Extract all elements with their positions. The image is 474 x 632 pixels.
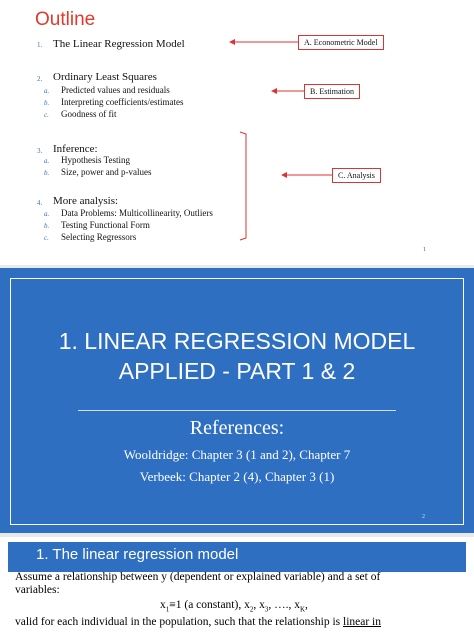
outline-title: Outline [35, 9, 96, 30]
sub-letter: a. [44, 87, 50, 95]
sub-item: Interpreting coefficients/estimates [61, 97, 184, 107]
sub-letter: c. [44, 111, 49, 119]
bracket [240, 132, 246, 240]
outline-item-more-analysis: More analysis: [53, 195, 119, 207]
tag-estimation: B. Estimation [304, 84, 360, 99]
item-number: 3. [37, 147, 43, 155]
slide-frame [10, 278, 464, 525]
item-number: 1. [37, 41, 43, 49]
sub-item: Selecting Regressors [61, 232, 137, 242]
sub-letter: b. [44, 169, 50, 177]
references-heading: References: [189, 417, 285, 439]
sub-letter: a. [44, 157, 50, 165]
body-line: valid for each individual in the population, such that the relationship is linear in [15, 616, 381, 628]
section-title-line2: APPLIED - PART 1 & 2 [118, 358, 356, 384]
slide-title: 1. The linear regression model [36, 546, 239, 563]
section-title [0, 326, 474, 386]
page-number: 1 [423, 247, 426, 253]
sub-item: Testing Functional Form [61, 220, 150, 230]
outline-item-inference: Inference: [53, 143, 98, 155]
divider [78, 410, 396, 411]
regressor-set: $x_1\equiv 1$ (a constant), $x_2$, $x_3$, …., $x_K$, [160, 599, 308, 614]
outline-item-ols: Ordinary Least Squares [53, 71, 157, 83]
reference-wooldridge: Wooldridge: Chapter 3 (1 and 2), Chapter 7 [123, 447, 351, 462]
outline-item-linear-regression-model: The Linear Regression Model [53, 38, 185, 50]
tag-econometric-model: A. Econometric Model [298, 35, 384, 50]
slide-linear-regression-model [0, 537, 474, 632]
body-line: variables: [15, 584, 60, 596]
sub-letter: c. [44, 234, 49, 242]
reference-verbeek: Verbeek: Chapter 2 (4), Chapter 3 (1) [139, 469, 335, 484]
page-number: 2 [422, 514, 425, 520]
section-title-line1: 1. LINEAR REGRESSION MODEL [58, 328, 416, 354]
slide-section-title [0, 268, 474, 533]
sub-letter: a. [44, 210, 50, 218]
sub-letter: b. [44, 99, 50, 107]
sub-item: Predicted values and residuals [61, 85, 170, 95]
sub-item: Data Problems: Multicollinearity, Outliers [61, 208, 213, 218]
sub-item: Goodness of fit [61, 109, 117, 119]
body-line: Assume a relationship between y (dependent or explained variable) and a set of [15, 571, 381, 583]
sub-item: Size, power and p-values [61, 167, 152, 177]
item-number: 4. [37, 199, 43, 207]
item-number: 2. [37, 75, 43, 83]
slide-outline [0, 0, 474, 265]
tag-analysis: C. Analysis [332, 168, 381, 183]
sub-letter: b. [44, 222, 50, 230]
sub-item: Hypothesis Testing [61, 155, 130, 165]
annotation-arrows [0, 0, 474, 265]
